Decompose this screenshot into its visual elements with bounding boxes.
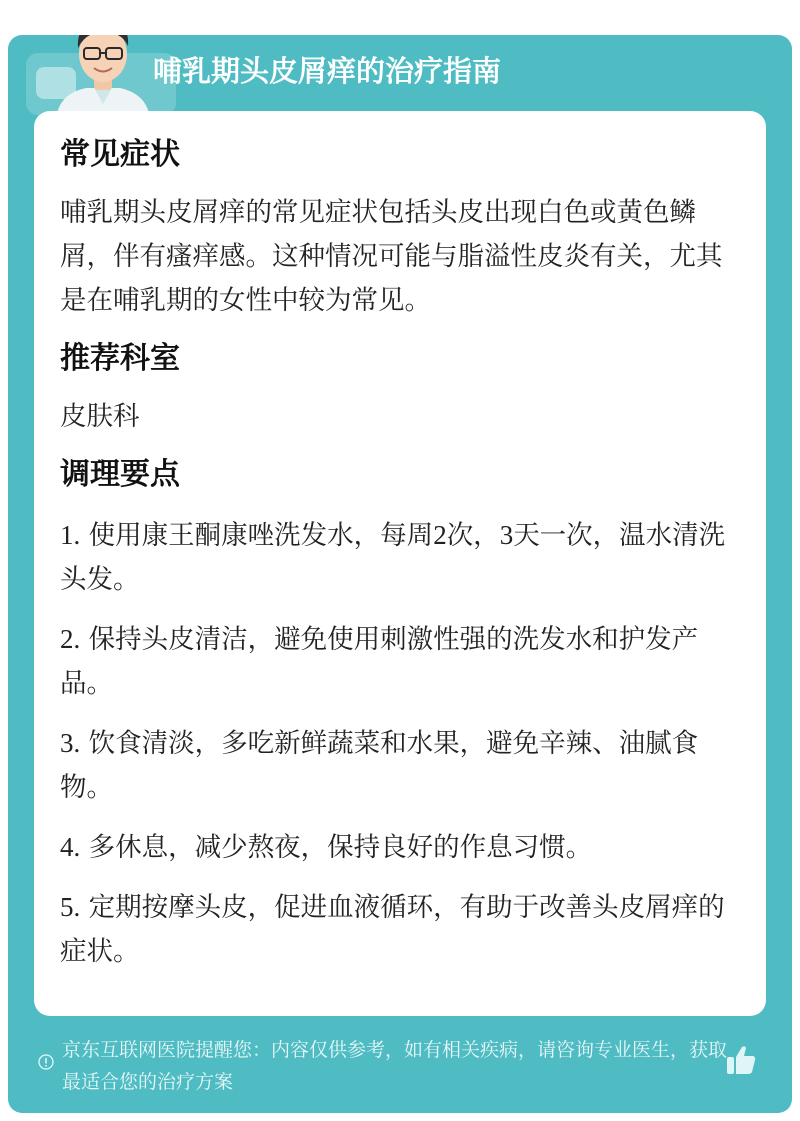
item-number: 1. (60, 520, 81, 550)
item-text: 保持头皮清洁，避免使用刺激性强的洗发水和护发产品。 (60, 624, 699, 699)
item-text: 次， (446, 520, 500, 551)
care-heading: 调理要点 (60, 457, 180, 492)
department-heading: 推荐科室 (60, 341, 180, 376)
list-item (60, 825, 740, 870)
item-text: 天一次，温水清洗头发。 (60, 520, 726, 595)
page-title: 哺乳期头皮屑痒的治疗指南 (153, 54, 502, 88)
item-number: 4. (60, 832, 81, 862)
thumbs-up-icon[interactable] (723, 1042, 759, 1078)
item-number: 3. (60, 728, 81, 758)
list-item (60, 721, 740, 810)
symptoms-heading: 常见症状 (60, 137, 180, 172)
item-text: 多休息，减少熬夜，保持良好的作息习惯。 (80, 832, 593, 863)
item-text: 使用康王酮康唑洗发水，每周 (80, 520, 434, 551)
item-inline-number: 2 (433, 520, 447, 550)
disclaimer-text: 京东互联网医院提醒您：内容仅供参考，如有相关疾病，请咨询专业医生，获取最适合您的治疗方案 (62, 1039, 728, 1093)
list-item (60, 885, 740, 974)
item-text: 定期按摩头皮，促进血液循环，有助于改善头皮屑痒的症状。 (60, 892, 725, 967)
item-number: 2. (60, 624, 81, 654)
doctor-avatar (48, 35, 158, 120)
info-icon (38, 1054, 54, 1070)
list-item (60, 513, 740, 602)
care-list (60, 513, 740, 974)
list-item (60, 617, 740, 706)
footer-notice-bar (8, 1025, 792, 1105)
symptoms-text: 哺乳期头皮屑痒的常见症状包括头皮出现白色或黄色鳞屑，伴有瘙痒感。这种情况可能与脂溢性皮炎有关，尤其是在哺乳期的女性中较为常见。 (60, 197, 723, 316)
item-number: 5. (60, 892, 81, 922)
item-text: 饮食清淡，多吃新鲜蔬菜和水果，避免辛辣、油腻食物。 (60, 728, 699, 803)
content-card (34, 111, 766, 1016)
department-text: 皮肤科 (60, 401, 140, 432)
item-inline-number: 3 (499, 520, 514, 550)
guide-page (8, 35, 792, 1113)
